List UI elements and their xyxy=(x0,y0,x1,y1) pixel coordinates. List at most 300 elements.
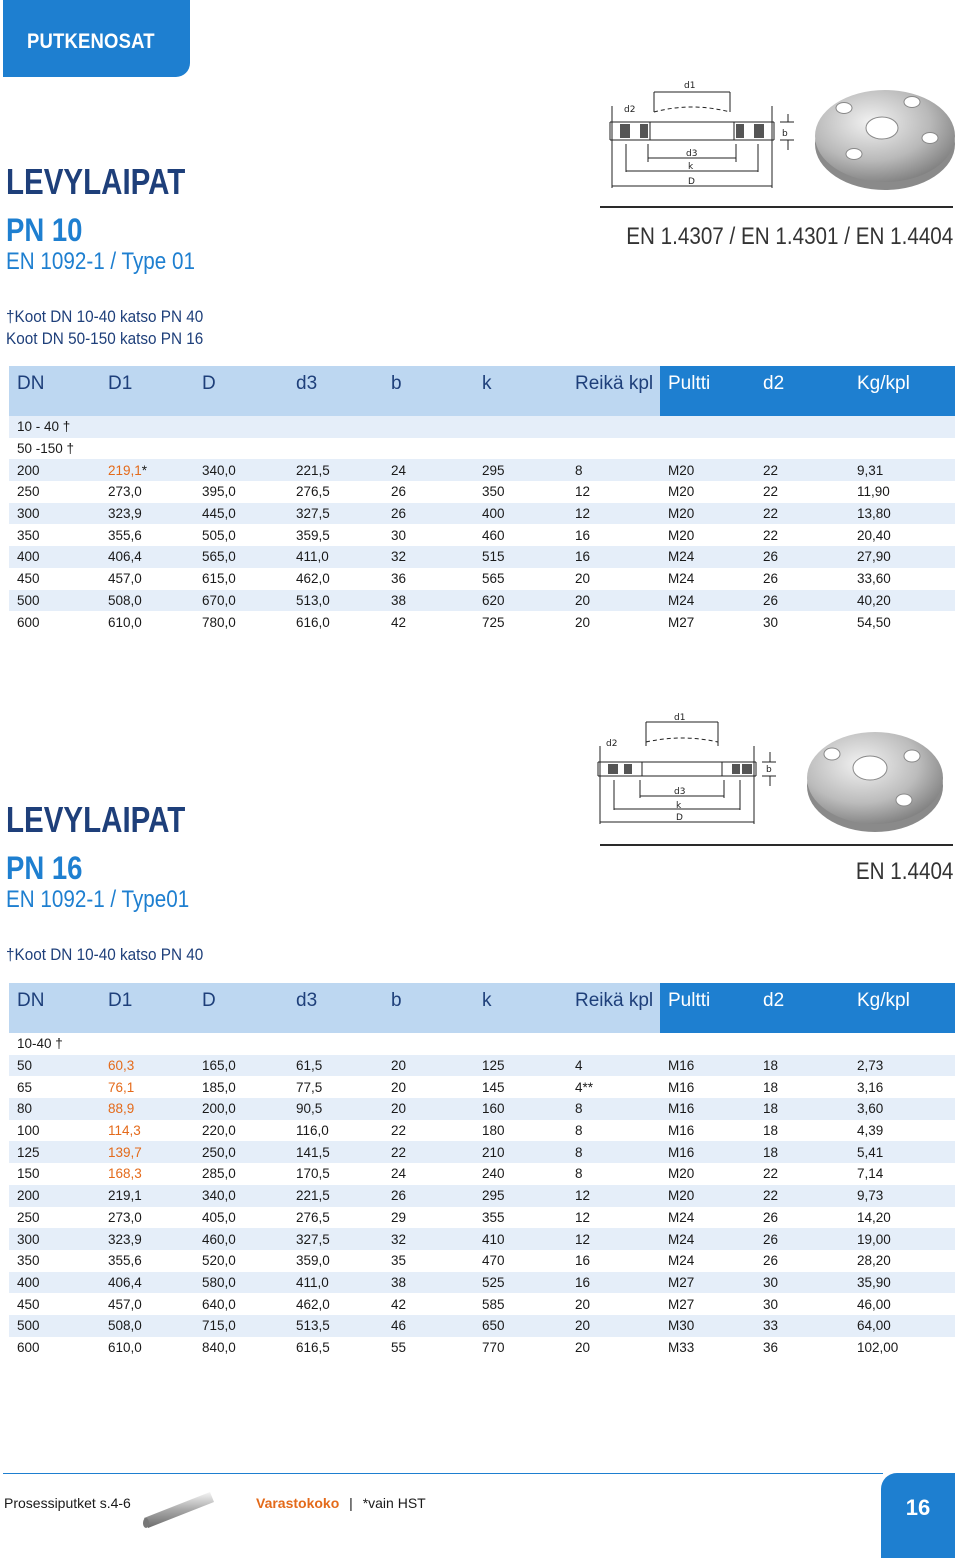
table-cell: 19,00 xyxy=(849,1228,955,1250)
diagram-label-d3: d3 xyxy=(674,787,686,797)
table-cell: 42 xyxy=(391,614,407,630)
table-cell: 20 xyxy=(575,571,591,587)
table-cell: 65 xyxy=(17,1079,33,1095)
section2-rule xyxy=(600,844,953,846)
table-cell: 22 xyxy=(763,484,779,500)
table-cell: 508,0 xyxy=(100,590,194,612)
table-cell: 457,0 xyxy=(108,571,142,587)
table-cell: 610,0 xyxy=(108,1339,142,1355)
table-cell: 210 xyxy=(474,1141,567,1163)
table-row xyxy=(9,503,955,525)
hst-mark: * xyxy=(141,462,148,478)
table-cell: 4 xyxy=(567,1055,660,1077)
footer-reference: Prosessiputket s.4-6 xyxy=(4,1495,131,1511)
flange-drawing-pn10 xyxy=(598,78,798,196)
table-cell: 22 xyxy=(391,1123,407,1139)
diagram-label-D: D xyxy=(676,813,683,823)
table-cell: 520,0 xyxy=(202,1253,236,1269)
table-cell: M16 xyxy=(660,1055,755,1077)
table-cell: 20 xyxy=(567,1315,660,1337)
table-cell: 50 xyxy=(9,1055,100,1077)
table-cell: M16 xyxy=(668,1079,695,1095)
section1-material: EN 1.4307 / EN 1.4301 / EN 1.4404 xyxy=(625,223,953,250)
table-cell: 410 xyxy=(474,1228,567,1250)
table-cell: 46 xyxy=(383,1315,474,1337)
table-row xyxy=(9,568,955,590)
table-cell: 30 xyxy=(763,614,779,630)
table-cell: 350 xyxy=(17,1253,40,1269)
table-cell: 355,6 xyxy=(108,1253,142,1269)
table-row xyxy=(9,524,955,546)
diagram-label-d2: d2 xyxy=(606,739,618,749)
table-cell: 620 xyxy=(474,590,567,612)
footer-separator: | xyxy=(349,1495,353,1511)
table-cell: 616,5 xyxy=(296,1339,330,1355)
table-row xyxy=(9,459,955,481)
table-cell: 30 xyxy=(755,1272,849,1294)
table-cell: 33,60 xyxy=(857,571,891,587)
table-cell: 200 xyxy=(9,459,100,481)
table-cell: 300 xyxy=(9,503,100,525)
table-cell: 150 xyxy=(17,1166,40,1182)
table-cell: 27,90 xyxy=(849,546,955,568)
table-cell: 16 xyxy=(567,1272,660,1294)
table-cell: 9,31 xyxy=(849,459,955,481)
table-cell: 250,0 xyxy=(194,1141,288,1163)
footer-note: *vain HST xyxy=(362,1495,426,1511)
diagram-label-D: D xyxy=(688,177,695,187)
table-cell: 26 xyxy=(383,503,474,525)
table-cell: M20 xyxy=(668,527,695,543)
col-header-d1: D1 xyxy=(100,366,194,416)
pn16-body xyxy=(9,1033,955,1358)
table-cell: 359,0 xyxy=(296,1253,330,1269)
table-cell: M20 xyxy=(660,1185,755,1207)
table-cell: M20 xyxy=(660,459,755,481)
pn16-table xyxy=(9,983,955,1358)
ref-row-label: 50 -150 † xyxy=(17,441,75,457)
flange-photo-pn16 xyxy=(800,718,950,838)
table-cell: 35 xyxy=(391,1253,407,1269)
col-header-d: D xyxy=(194,983,288,1033)
table-cell: 340,0 xyxy=(194,1185,288,1207)
section2-pn: PN 16 xyxy=(6,850,83,886)
table-cell: 36 xyxy=(763,1339,779,1355)
table-cell: 600 xyxy=(17,1339,40,1355)
diagram-label-b: b xyxy=(766,765,772,775)
col-header-holes: Reikä kpl xyxy=(567,983,660,1033)
table-cell: 8 xyxy=(567,459,660,481)
ref-row xyxy=(9,438,955,460)
table-cell: 61,5 xyxy=(288,1055,383,1077)
table-cell: 22 xyxy=(763,527,779,543)
table-cell: M33 xyxy=(668,1339,695,1355)
diagram-label-k: k xyxy=(688,162,694,172)
table-row xyxy=(9,1185,955,1207)
table-cell: 16 xyxy=(575,527,591,543)
footer-rule xyxy=(3,1473,883,1474)
table-cell: 4** xyxy=(575,1079,594,1095)
table-cell: 2,73 xyxy=(849,1055,955,1077)
table-cell: 32 xyxy=(383,546,474,568)
ref-row xyxy=(9,416,955,438)
section2-material: EN 1.4404 xyxy=(855,858,953,885)
table-row xyxy=(9,1228,955,1250)
flange-drawing-pn16 xyxy=(590,712,786,830)
table-cell: 20 xyxy=(383,1098,474,1120)
table-cell: 90,5 xyxy=(288,1098,383,1120)
table-cell: 20 xyxy=(383,1055,474,1077)
table-cell: M16 xyxy=(660,1141,755,1163)
table-row xyxy=(9,1098,955,1120)
col-header-weight: Kg/kpl xyxy=(849,983,955,1033)
table-cell: 240 xyxy=(482,1166,505,1182)
table-cell: 20 xyxy=(575,1339,591,1355)
table-row xyxy=(9,1055,955,1077)
table-cell: 585 xyxy=(482,1296,505,1312)
table-row xyxy=(9,546,955,568)
table-cell: 323,9 xyxy=(100,1228,194,1250)
table-cell: 295 xyxy=(474,459,567,481)
col-header-d3: d3 xyxy=(288,983,383,1033)
table-cell: M24 xyxy=(668,571,695,587)
table-cell: 16 xyxy=(567,546,660,568)
col-header-holes: Reikä kpl xyxy=(567,366,660,416)
table-cell: 40,20 xyxy=(849,590,955,612)
table-cell: 22 xyxy=(763,1166,779,1182)
table-cell: 139,7 xyxy=(100,1141,194,1163)
section2-note-1: †Koot DN 10-40 katso PN 40 xyxy=(6,945,204,964)
table-cell: 12 xyxy=(575,1209,591,1225)
table-cell: 406,4 xyxy=(100,546,194,568)
footer-legend xyxy=(256,1495,426,1511)
ref-row-label: 10-40 † xyxy=(17,1036,63,1052)
table-cell: M20 xyxy=(668,1166,695,1182)
table-cell: 20 xyxy=(391,1079,407,1095)
section1-rule xyxy=(600,206,953,208)
table-cell: 22 xyxy=(383,1141,474,1163)
table-cell: 4,39 xyxy=(857,1123,884,1139)
table-cell: 323,9 xyxy=(100,503,194,525)
table-cell: 327,5 xyxy=(288,1228,383,1250)
table-cell: 285,0 xyxy=(202,1166,236,1182)
table-cell: 22 xyxy=(755,1185,849,1207)
section2-title: LEVYLAIPAT xyxy=(6,799,186,840)
table-cell: 525 xyxy=(474,1272,567,1294)
table-cell: 457,0 xyxy=(108,1296,142,1312)
table-cell: 20 xyxy=(575,1296,591,1312)
table-cell: 615,0 xyxy=(202,571,236,587)
table-cell: 29 xyxy=(391,1209,407,1225)
table-cell: 600 xyxy=(17,614,40,630)
table-cell: 24 xyxy=(391,1166,407,1182)
section1-title: LEVYLAIPAT xyxy=(6,161,186,202)
table-cell: 462,0 xyxy=(296,571,330,587)
table-cell: 327,5 xyxy=(288,503,383,525)
table-cell: 168,3 xyxy=(108,1166,142,1182)
table-cell: 88,9 xyxy=(100,1098,194,1120)
table-cell: 80 xyxy=(9,1098,100,1120)
table-cell: 250 xyxy=(17,484,40,500)
table-cell: 18 xyxy=(755,1141,849,1163)
table-cell: 18 xyxy=(763,1123,779,1139)
col-header-d: D xyxy=(194,366,288,416)
table-cell: 170,5 xyxy=(296,1166,330,1182)
table-cell: 12 xyxy=(567,1228,660,1250)
table-cell: 8 xyxy=(575,1166,583,1182)
table-cell: M27 xyxy=(668,614,695,630)
table-cell: 411,0 xyxy=(288,1272,383,1294)
page-footer xyxy=(0,1472,960,1558)
table-cell: 60,3 xyxy=(100,1055,194,1077)
table-cell: 114,3 xyxy=(108,1123,141,1139)
table-cell: 30 xyxy=(391,527,407,543)
table-cell: 5,41 xyxy=(849,1141,955,1163)
col-header-d2: d2 xyxy=(755,983,849,1033)
col-header-d1: D1 xyxy=(100,983,194,1033)
table-cell: 450 xyxy=(17,1296,40,1312)
col-header-b: b xyxy=(383,366,474,416)
table-cell: 513,5 xyxy=(288,1315,383,1337)
table-cell: 36 xyxy=(391,571,407,587)
diagram-label-d1: d1 xyxy=(684,81,696,91)
table-cell: 400 xyxy=(9,546,100,568)
table-cell: 38 xyxy=(383,1272,474,1294)
table-row xyxy=(9,1293,955,1315)
table-cell: 46,00 xyxy=(857,1296,891,1312)
table-cell: 160 xyxy=(474,1098,567,1120)
diagram-label-d3: d3 xyxy=(686,149,698,159)
table-cell: 650 xyxy=(474,1315,567,1337)
col-header-dn: DN xyxy=(9,366,100,416)
section1-pn: PN 10 xyxy=(6,212,83,248)
table-cell: 445,0 xyxy=(194,503,288,525)
table-cell: 500 xyxy=(9,590,100,612)
col-header-weight: Kg/kpl xyxy=(849,366,955,416)
table-cell: 355,6 xyxy=(108,527,142,543)
table-cell: 350 xyxy=(17,527,40,543)
table-cell: 3,60 xyxy=(849,1098,955,1120)
table-cell: 670,0 xyxy=(194,590,288,612)
table-cell: M24 xyxy=(668,1209,695,1225)
table-cell: 350 xyxy=(482,484,505,500)
section-tab xyxy=(3,0,190,77)
table-cell: M24 xyxy=(668,1253,695,1269)
table-cell: 515 xyxy=(474,546,567,568)
col-header-dn: DN xyxy=(9,983,100,1033)
table-cell: 276,5 xyxy=(296,1209,330,1225)
table-cell: 26 xyxy=(763,1253,779,1269)
table-cell: 18 xyxy=(763,1079,779,1095)
table-cell: 38 xyxy=(383,590,474,612)
table-cell: 400 xyxy=(474,503,567,525)
table-cell: 221,5 xyxy=(288,1185,383,1207)
table-cell: 77,5 xyxy=(296,1079,323,1095)
table-cell: 100 xyxy=(17,1123,40,1139)
table-cell: 395,0 xyxy=(202,484,236,500)
table-cell: 33 xyxy=(755,1315,849,1337)
ref-row-label: 10 - 40 † xyxy=(9,416,100,438)
col-header-bolt: Pultti xyxy=(660,366,755,416)
section1-note-1: †Koot DN 10-40 katso PN 40 xyxy=(6,307,204,326)
table-cell: 35,90 xyxy=(849,1272,955,1294)
table-cell: 359,5 xyxy=(296,527,330,543)
table-row xyxy=(9,1315,955,1337)
table-row xyxy=(9,1141,955,1163)
table-row xyxy=(9,1076,955,1098)
pipe-icon xyxy=(140,1488,216,1534)
table-cell: 12 xyxy=(575,484,591,500)
table-row xyxy=(9,1337,955,1359)
table-cell: 725 xyxy=(482,614,505,630)
table-cell: 200 xyxy=(9,1185,100,1207)
table-cell: 273,0 xyxy=(108,484,142,500)
table-cell: 411,0 xyxy=(288,546,383,568)
table-cell: 355 xyxy=(482,1209,505,1225)
col-header-d2: d2 xyxy=(755,366,849,416)
table-cell: 9,73 xyxy=(849,1185,955,1207)
stock-size-label: Varastokoko xyxy=(256,1495,340,1511)
diagram-label-b: b xyxy=(782,129,788,139)
table-cell: 640,0 xyxy=(202,1296,236,1312)
pn10-table xyxy=(9,366,955,633)
table-cell: M24 xyxy=(660,1228,755,1250)
table-cell: 220,0 xyxy=(202,1123,236,1139)
table-cell: 840,0 xyxy=(202,1339,236,1355)
table-row xyxy=(9,611,955,633)
col-header-k: k xyxy=(474,983,567,1033)
table-row xyxy=(9,1163,955,1185)
table-cell: 24 xyxy=(383,459,474,481)
table-cell: 715,0 xyxy=(194,1315,288,1337)
table-cell: M24 xyxy=(660,546,755,568)
section1-note-2: Koot DN 50-150 katso PN 16 xyxy=(6,329,204,348)
table-cell: 500 xyxy=(9,1315,100,1337)
table-row xyxy=(9,590,955,612)
table-cell: 470 xyxy=(482,1253,505,1269)
section1-standard: EN 1092-1 / Type 01 xyxy=(6,248,195,275)
table-cell: 22 xyxy=(755,503,849,525)
flange-photo-pn10 xyxy=(810,78,960,196)
table-cell: 14,20 xyxy=(857,1209,891,1225)
table-cell: 12 xyxy=(567,503,660,525)
table-cell: 22 xyxy=(755,459,849,481)
table-cell: M20 xyxy=(668,484,695,500)
table-cell: 145 xyxy=(482,1079,505,1095)
table-cell: 406,4 xyxy=(100,1272,194,1294)
table-cell: 462,0 xyxy=(296,1296,330,1312)
table-cell: 273,0 xyxy=(108,1209,142,1225)
table-cell: 54,50 xyxy=(857,614,891,630)
table-cell: 219,1* xyxy=(100,459,194,481)
table-cell: M24 xyxy=(660,590,755,612)
table-cell: 26 xyxy=(763,1209,779,1225)
col-header-d3: d3 xyxy=(288,366,383,416)
table-row xyxy=(9,1272,955,1294)
table-cell: 125 xyxy=(9,1141,100,1163)
table-row xyxy=(9,481,955,503)
table-cell: 165,0 xyxy=(194,1055,288,1077)
diagram-label-k: k xyxy=(676,801,682,811)
table-cell: M16 xyxy=(660,1098,755,1120)
col-header-k: k xyxy=(474,366,567,416)
table-cell: 219,1 xyxy=(100,1185,194,1207)
table-cell: 340,0 xyxy=(194,459,288,481)
col-header-b: b xyxy=(383,983,474,1033)
table-cell: 28,20 xyxy=(857,1253,891,1269)
table-cell: 18 xyxy=(755,1098,849,1120)
table-cell: 32 xyxy=(383,1228,474,1250)
table-cell: 8 xyxy=(567,1098,660,1120)
table-cell: 76,1 xyxy=(108,1079,135,1095)
table-cell: 295 xyxy=(474,1185,567,1207)
table-cell: 565,0 xyxy=(194,546,288,568)
table-cell: 26 xyxy=(755,546,849,568)
table-cell: 26 xyxy=(383,1185,474,1207)
table-cell: 200,0 xyxy=(194,1098,288,1120)
table-row xyxy=(9,1120,955,1142)
table-cell: 125 xyxy=(474,1055,567,1077)
diagram-label-d1: d1 xyxy=(674,713,686,723)
ref-row xyxy=(9,1033,955,1055)
table-cell: 42 xyxy=(391,1296,407,1312)
table-cell: 770 xyxy=(482,1339,505,1355)
table-cell: 18 xyxy=(755,1055,849,1077)
pn10-body xyxy=(9,416,955,633)
table-cell: 616,0 xyxy=(296,614,330,630)
table-cell: 565 xyxy=(482,571,505,587)
table-cell: 8 xyxy=(575,1123,583,1139)
table-cell: 450 xyxy=(17,571,40,587)
table-cell: M20 xyxy=(660,503,755,525)
table-cell: M27 xyxy=(668,1296,695,1312)
table-cell: 7,14 xyxy=(857,1166,884,1182)
table-cell: 405,0 xyxy=(202,1209,236,1225)
table-cell: 26 xyxy=(755,590,849,612)
table-cell: 55 xyxy=(391,1339,407,1355)
table-row xyxy=(9,1250,955,1272)
table-cell: 460,0 xyxy=(194,1228,288,1250)
section2-standard: EN 1092-1 / Type01 xyxy=(6,886,190,913)
table-cell: 26 xyxy=(763,571,779,587)
table-cell: 250 xyxy=(17,1209,40,1225)
table-row xyxy=(9,1207,955,1229)
table-cell: 508,0 xyxy=(100,1315,194,1337)
table-cell: 30 xyxy=(763,1296,779,1312)
table-cell: 780,0 xyxy=(202,614,236,630)
section-tab-label: PUTKENOSAT xyxy=(27,30,155,53)
table-cell: 116,0 xyxy=(296,1123,329,1139)
table-cell: M16 xyxy=(668,1123,695,1139)
table-cell: 12 xyxy=(567,1185,660,1207)
table-cell: 20 xyxy=(575,614,591,630)
table-cell: 400 xyxy=(9,1272,100,1294)
table-cell: 11,90 xyxy=(857,484,890,500)
table-cell: M30 xyxy=(660,1315,755,1337)
table-cell: 610,0 xyxy=(108,614,142,630)
table-cell: 8 xyxy=(567,1141,660,1163)
table-cell: 20 xyxy=(567,590,660,612)
table-cell: M27 xyxy=(660,1272,755,1294)
page-number: 16 xyxy=(881,1473,955,1558)
table-cell: 580,0 xyxy=(194,1272,288,1294)
table-cell: 102,00 xyxy=(857,1339,899,1355)
table-cell: 180 xyxy=(482,1123,505,1139)
table-cell: 300 xyxy=(9,1228,100,1250)
table-cell: 26 xyxy=(755,1228,849,1250)
table-cell: 221,5 xyxy=(288,459,383,481)
table-cell: 13,80 xyxy=(849,503,955,525)
